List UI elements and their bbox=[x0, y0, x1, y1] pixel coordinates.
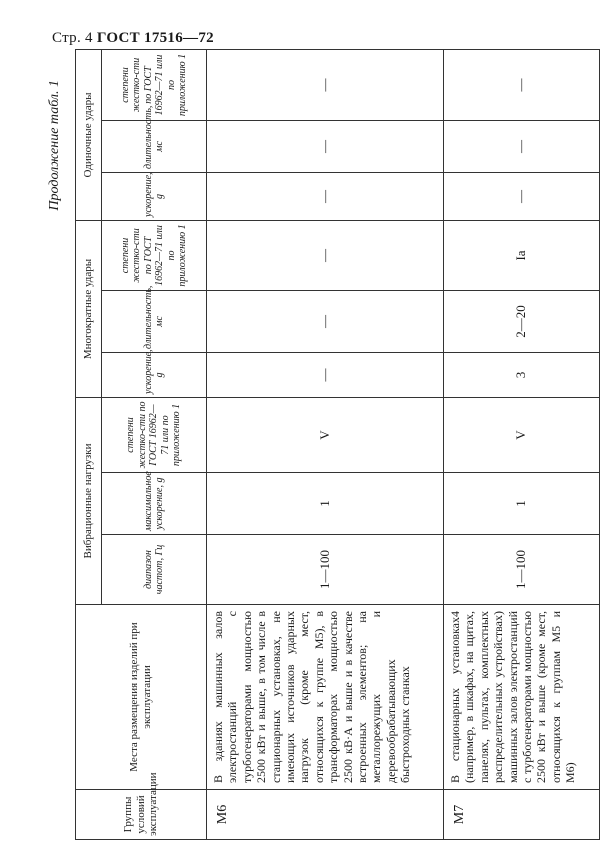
rotated-table-area bbox=[47, 53, 600, 840]
sub-s-acc: ускорение, g bbox=[102, 172, 207, 220]
row-s-duration: — bbox=[207, 120, 444, 172]
table-row bbox=[207, 49, 444, 839]
sub-m-duration: длительность, мс bbox=[102, 290, 207, 352]
sub-freq: диапазон частот, Гц bbox=[102, 535, 207, 605]
col-vibration-header: Вибрационные нагрузки bbox=[76, 397, 102, 604]
row-s-severity: — bbox=[444, 49, 600, 120]
row-s-duration: — bbox=[444, 120, 600, 172]
row-m-acc: 3 bbox=[444, 352, 600, 397]
sub-max-acc: максимальное ускорение, g bbox=[102, 473, 207, 535]
row-m-severity: — bbox=[207, 220, 444, 290]
col-single-header: Одиночные удары bbox=[76, 49, 102, 220]
table-row bbox=[444, 49, 600, 839]
row-m-acc: — bbox=[207, 352, 444, 397]
row-m-duration: 2—20 bbox=[444, 290, 600, 352]
row-place: В стационарных установках4 (например, в шкафах, на щитах, панелях, пультах, комплектных распределительных устройствах) машинных залов электростанций с турбогенераторами мощностью 2500 кВт и выше (кроме мест, относящихся к группам М5 и М6) bbox=[444, 605, 600, 790]
page-number: Стр. 4 bbox=[52, 30, 93, 46]
row-s-acc: — bbox=[444, 172, 600, 220]
row-m-duration: — bbox=[207, 290, 444, 352]
sub-m-acc: ускорение, g bbox=[102, 352, 207, 397]
row-m-severity: Iа bbox=[444, 220, 600, 290]
row-max-acc: 1 bbox=[207, 473, 444, 535]
standard-number: ГОСТ 17516—72 bbox=[96, 30, 214, 46]
col-group-header: Группы условий эксплуатации bbox=[76, 790, 207, 840]
row-vib-severity: V bbox=[207, 397, 444, 472]
col-place-header: Места размещения изделий при эксплуатации bbox=[76, 605, 207, 790]
row-group-code: М6 bbox=[207, 790, 444, 840]
row-s-acc: — bbox=[207, 172, 444, 220]
row-place: В зданиях машинных залов электростанций с турбогенераторами мощностью 2500 кВт и выше, в том числе в стационарных установках, не имеющих источников ударных нагрузок (кроме мест, относящихся к группе М5), в трансформаторах мощностью 2500 кВ·А и выше и в качестве встроенных элементов; на металлорежущих и деревообрабатывающих быстроходных станках bbox=[207, 605, 444, 790]
row-freq: 1—100 bbox=[207, 535, 444, 605]
page-header bbox=[52, 30, 214, 47]
sub-s-duration: длительность, мс bbox=[102, 120, 207, 172]
continuation-label: Продолжение табл. 1 bbox=[47, 80, 62, 211]
sub-vib-severity: степени жестко-сти по ГОСТ 16962—71 или по приложению 1 bbox=[102, 397, 207, 472]
row-group-code: М7 bbox=[444, 790, 600, 840]
row-max-acc: 1 bbox=[444, 473, 600, 535]
row-s-severity: — bbox=[207, 49, 444, 120]
row-freq: 1—100 bbox=[444, 535, 600, 605]
sub-s-severity: степени жестко-сти по ГОСТ 16962—71 или по приложению 1 bbox=[102, 49, 207, 120]
loads-table bbox=[75, 49, 600, 840]
row-vib-severity: V bbox=[444, 397, 600, 472]
col-multiple-header: Многократные удары bbox=[76, 220, 102, 397]
sub-m-severity: степени жестко-сти по ГОСТ 16962—71 или по приложению 1 bbox=[102, 220, 207, 290]
